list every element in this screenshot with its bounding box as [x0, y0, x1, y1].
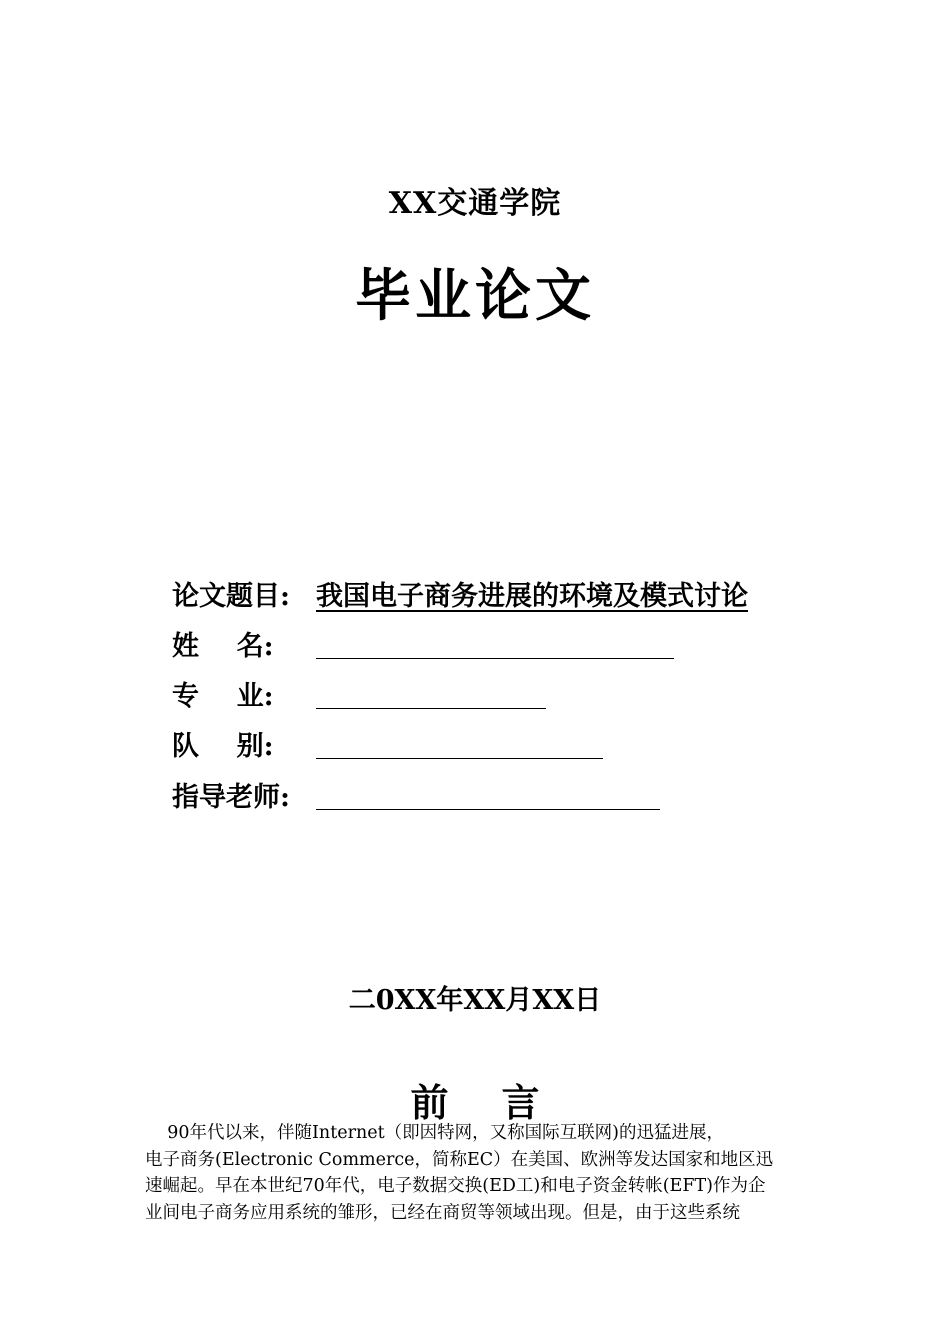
advisor-label: 指导老师:: [172, 782, 290, 813]
advisor-blank-line: [316, 808, 660, 810]
topic-label: 论文题目:: [172, 581, 290, 612]
class-blank-line: [316, 757, 603, 759]
school-name: XX交通学院: [388, 186, 562, 221]
major-label: 专 业:: [172, 681, 274, 712]
submission-date: 二0XX年XX月XX日: [348, 985, 602, 1016]
preface-line: 速崛起。早在本世纪70年代，电子数据交换(ED工)和电子资金转帐(EFT)作为企: [145, 1176, 766, 1196]
preface-title: 前 言: [410, 1080, 540, 1125]
preface-line: 90年代以来，伴随Internet（即因特网，又称国际互联网)的迅猛进展，: [145, 1123, 724, 1143]
preface-line: 业间电子商务应用系统的雏形，已经在商贸等领域出现。但是，由于这些系统: [145, 1202, 740, 1223]
document-type-title: 毕业论文: [355, 263, 595, 329]
major-blank-line: [316, 707, 546, 709]
name-label: 姓 名:: [172, 631, 274, 662]
preface-line: 电子商务(Electronic Commerce，简称EC）在美国、欧洲等发达国家和地区迅: [145, 1149, 774, 1170]
preface-paragraph: [145, 1120, 810, 1226]
class-label: 队 别:: [172, 731, 274, 762]
topic-value: 我国电子商务进展的环境及模式讨论: [316, 581, 748, 612]
name-blank-line: [316, 657, 674, 659]
